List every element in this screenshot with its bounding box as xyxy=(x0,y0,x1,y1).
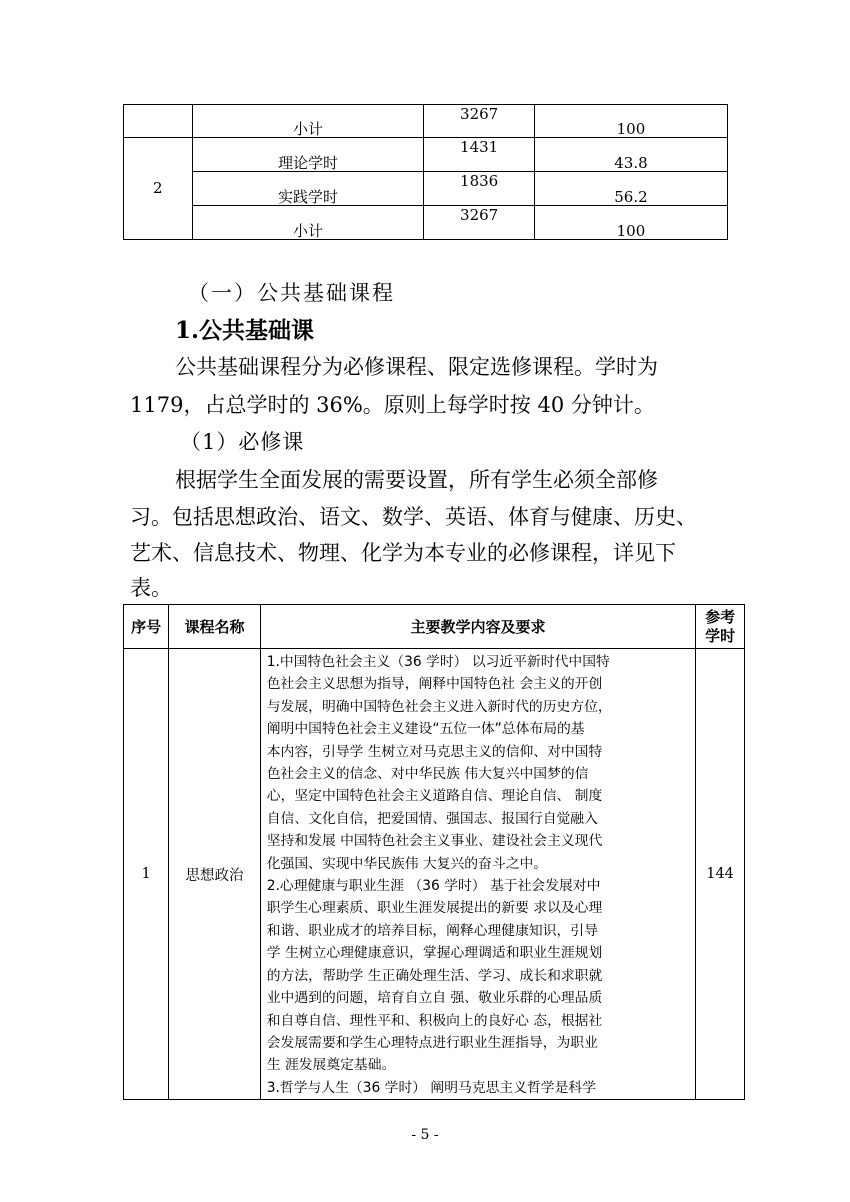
table-row xyxy=(124,206,728,240)
content-line: 心，坚定中国特色社会主义道路自信、理论自信、 制度 xyxy=(266,788,603,805)
column-header-hours-line1: 参考 xyxy=(705,607,736,626)
table-cell-index: 2 xyxy=(124,138,193,240)
table-cell-hours: 1836 xyxy=(424,172,535,206)
table-cell-percent: 56.2 xyxy=(534,172,727,206)
column-header-hours-line2: 学时 xyxy=(705,626,736,645)
table-cell-name: 实践学时 xyxy=(192,172,424,206)
table-row xyxy=(124,105,728,138)
column-header-content: 主要教学内容及要求 xyxy=(260,605,695,649)
table-cell-percent: 43.8 xyxy=(534,138,727,172)
page-number: - 5 - xyxy=(411,1127,439,1143)
paragraph-line: 表。 xyxy=(130,576,172,600)
table-header-row xyxy=(124,605,745,649)
content-line: 生 涯发展奠定基础。 xyxy=(266,1057,396,1074)
content-line: 与发展，明确中国特色社会主义进入新时代的历史方位， xyxy=(266,698,612,715)
table-cell-name: 小计 xyxy=(192,206,424,240)
content-line: 会发展需要和学生心理特点进行职业生涯指导，为职业 xyxy=(266,1034,598,1051)
paragraph-line: 1179，占总学时的 36%。原则上每学时按 40 分钟计。 xyxy=(130,393,655,417)
hours-summary-table xyxy=(123,104,728,240)
content-line: 的方法，帮助学 生正确处理生活、学习、成长和求职就 xyxy=(266,967,603,984)
paragraph-line: 根据学生全面发展的需要设置，所有学生必须全部修 xyxy=(175,468,658,492)
table-cell-name: 思想政治 xyxy=(169,649,261,1100)
table-row xyxy=(124,138,728,172)
content-line: 学 生树立心理健康意识，掌握心理调适和职业生涯规划 xyxy=(266,945,603,962)
paragraph-line: 艺术、信息技术、物理、化学为本专业的必修课程，详见下 xyxy=(130,541,676,565)
paragraph-line: 习。包括思想政治、语文、数学、英语、体育与健康、历史、 xyxy=(130,505,697,529)
content-line: 业中遇到的问题，培育自立自 强、敬业乐群的心理品质 xyxy=(266,990,603,1007)
table-cell-percent: 100 xyxy=(534,105,727,138)
table-cell-hours: 1431 xyxy=(424,138,535,172)
content-line: 化强国、实现中华民族伟 大复兴的奋斗之中。 xyxy=(266,855,548,872)
item-heading: （1）必修课 xyxy=(180,430,305,454)
table-cell-hours: 3267 xyxy=(424,105,535,138)
content-line: 和自尊自信、理性平和、积极向上的良好心 态，根据社 xyxy=(266,1012,603,1029)
content-line: 和谐、职业成才的培养目标，阐释心理健康知识，引导 xyxy=(266,922,598,939)
table-cell-index: 1 xyxy=(124,649,169,1100)
table-cell-hours: 144 xyxy=(696,649,745,1100)
content-line: 本内容，引导学 生树立对马克思主义的信仰、对中国特 xyxy=(266,743,603,760)
paragraph-line: 公共基础课程分为必修课程、限定选修课程。学时为 xyxy=(175,355,658,379)
section-heading: （一）公共基础课程 xyxy=(188,281,395,305)
content-line: 3.哲学与人生（36 学时） 阐明马克思主义哲学是科学 xyxy=(266,1079,596,1096)
course-content-text xyxy=(267,651,689,1099)
content-line: 色社会主义的信念、对中华民族 伟大复兴中国梦的信 xyxy=(266,766,589,783)
content-line: 2.心理健康与职业生涯 （36 学时） 基于社会发展对中 xyxy=(266,878,601,895)
column-header-name: 课程名称 xyxy=(169,605,261,649)
table-cell-name: 理论学时 xyxy=(192,138,424,172)
table-row xyxy=(124,649,745,1100)
content-line: 阐明中国特色社会主义建设“五位一体”总体布局的基 xyxy=(266,721,585,738)
table-cell-content xyxy=(260,649,695,1100)
content-line: 自信、文化自信，把爱国情、强国志、报国行自觉融入 xyxy=(266,810,598,827)
table-cell-index xyxy=(124,105,193,138)
course-table xyxy=(123,604,745,1100)
content-line: 坚持和发展 中国特色社会主义事业、建设社会主义现代 xyxy=(266,833,603,850)
table-cell-hours: 3267 xyxy=(424,206,535,240)
column-header-index: 序号 xyxy=(124,605,169,649)
table-cell-name: 小计 xyxy=(192,105,424,138)
subsection-heading: 1.公共基础课 xyxy=(175,317,315,344)
table-row xyxy=(124,172,728,206)
content-line: 1.中国特色社会主义（36 学时） 以习近平新时代中国特 xyxy=(266,654,610,670)
content-line: 职学生心理素质、职业生涯发展提出的新要 求以及心理 xyxy=(266,900,603,917)
content-line: 色社会主义思想为指导，阐释中国特色社 会主义的开创 xyxy=(266,676,603,693)
table-cell-percent: 100 xyxy=(534,206,727,240)
column-header-hours xyxy=(696,605,745,649)
